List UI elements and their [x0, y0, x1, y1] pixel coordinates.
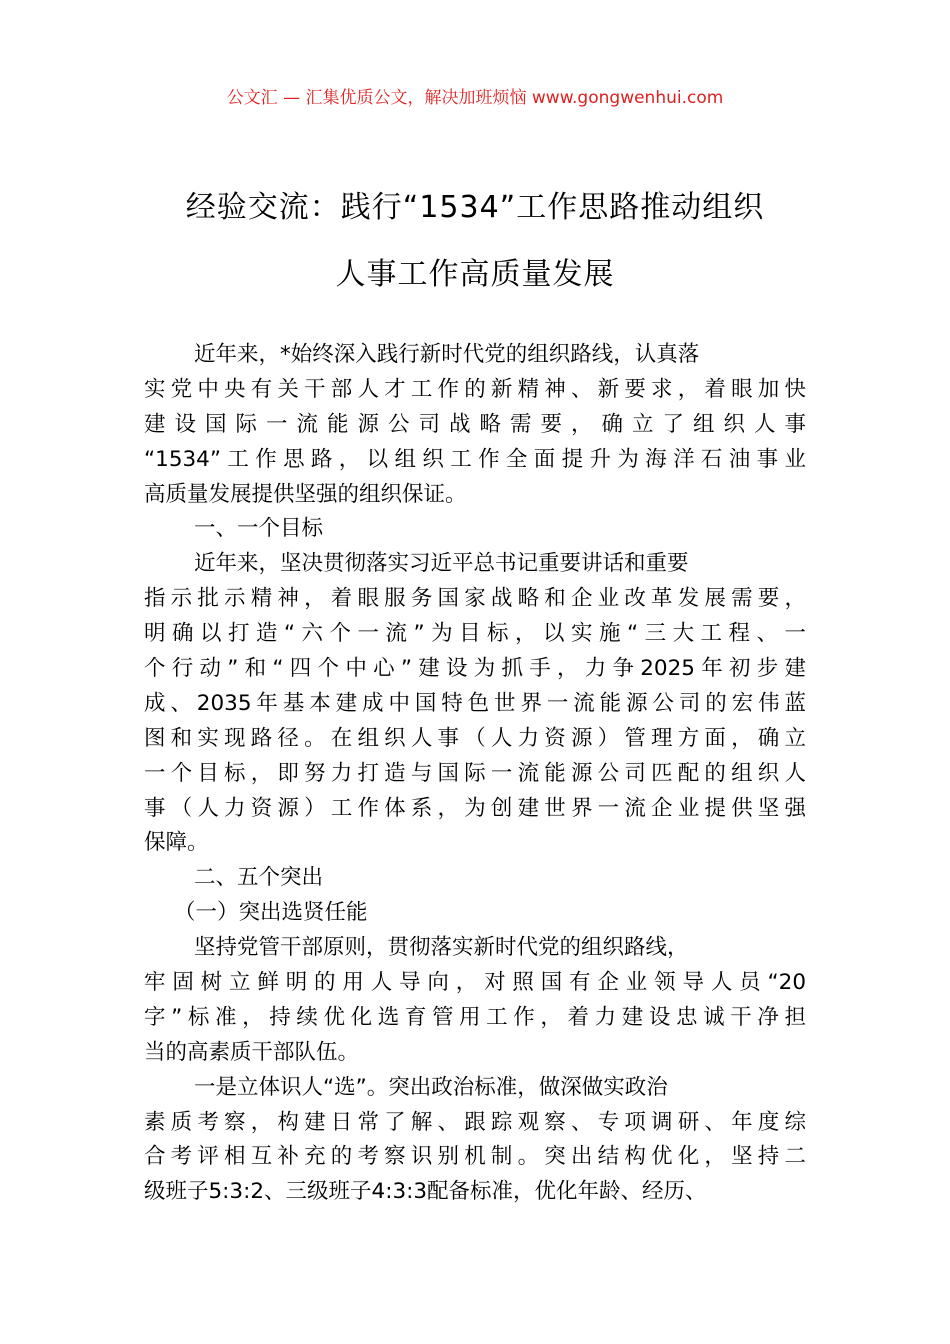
document-title-line-1: 经验交流：践行“1534”工作思路推动组织 — [185, 190, 765, 225]
paragraph-line: 牢固树立鲜明的用人导向，对照国有企业领导人员“20 — [144, 970, 806, 996]
paragraph-line: 近年来，*始终深入践行新时代党的组织路线，认真落 — [194, 342, 700, 367]
paragraph-line: 实党中央有关干部人才工作的新精神、新要求，着眼加快 — [144, 376, 806, 402]
paragraph-line: 素质考察，构建日常了解、跟踪观察、专项调研、年度综 — [144, 1109, 806, 1135]
paragraph-line: 建设国际一流能源公司战略需要，确立了组织人事 — [144, 411, 806, 437]
paragraph-line: 一是立体识人“选”。突出政治标准，做深做实政治 — [194, 1074, 668, 1100]
subsection-heading: （一）突出选贤任能 — [174, 900, 368, 926]
document-title-line-2: 人事工作高质量发展 — [335, 257, 615, 292]
document-body — [144, 338, 806, 1210]
paragraph-line: 坚持党管干部原则，贯彻落实新时代党的组织路线， — [194, 935, 689, 961]
paragraph-line: 事（人力资源）工作体系，为创建世界一流企业提供坚强 — [144, 795, 806, 821]
paragraph-line: “1534”工作思路，以组织工作全面提升为海洋石油事业 — [144, 446, 806, 472]
paragraph-line: 明确以打造“六个一流”为目标，以实施“三大工程、一 — [144, 621, 806, 647]
header-banner: 公文汇 — 汇集优质公文，解决加班烦恼 www.gongwenhui.com — [226, 88, 724, 108]
section-heading: 二、五个突出 — [194, 865, 324, 891]
paragraph-line: 近年来，坚决贯彻落实习近平总书记重要讲话和重要 — [194, 551, 689, 577]
paragraph-line: 成、2035年基本建成中国特色世界一流能源公司的宏伟蓝 — [144, 690, 806, 716]
paragraph-line: 一个目标，即努力打造与国际一流能源公司匹配的组织人 — [144, 760, 806, 786]
paragraph-line: 保障。 — [144, 830, 209, 856]
paragraph-line: 个行动”和“四个中心”建设为抓手，力争2025年初步建 — [144, 656, 806, 682]
section-heading: 一、一个目标 — [194, 516, 324, 542]
paragraph-line: 当的高素质干部队伍。 — [144, 1039, 360, 1065]
paragraph-line: 合考评相互补充的考察识别机制。突出结构优化，坚持二 — [144, 1144, 806, 1170]
paragraph-line: 图和实现路径。在组织人事（人力资源）管理方面，确立 — [144, 725, 806, 751]
paragraph-line: 字”标准，持续优化选育管用工作，着力建设忠诚干净担 — [144, 1004, 806, 1030]
paragraph-line: 级班子5:3:2、三级班子4:3:3配备标准，优化年龄、经历、 — [144, 1179, 707, 1205]
paragraph-line: 高质量发展提供坚强的组织保证。 — [144, 481, 467, 507]
paragraph-line: 指示批示精神，着眼服务国家战略和企业改革发展需要， — [144, 586, 806, 612]
